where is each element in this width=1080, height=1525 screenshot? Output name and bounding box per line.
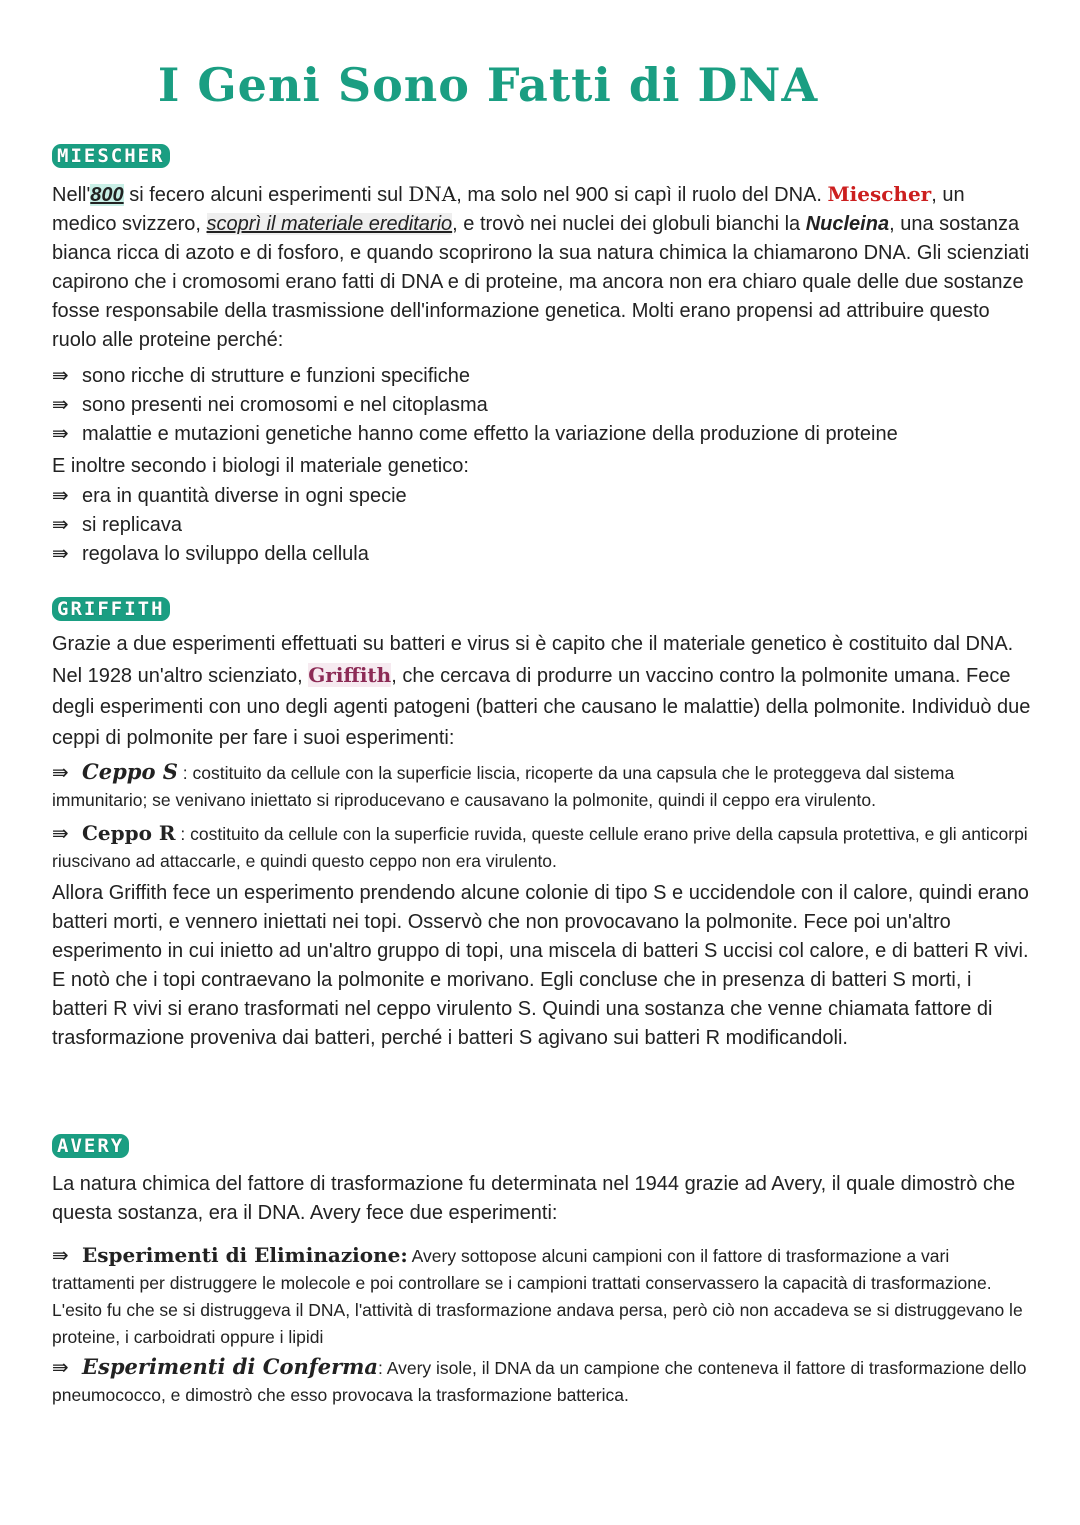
list-item: ⇛ malattie e mutazioni genetiche hanno come effetto la variazione della produzione di proteine bbox=[52, 421, 898, 445]
miescher-paragraph-1: Nell'800 si fecero alcuni esperimenti sul DNA, ma solo nel 900 si capì il ruolo del DNA. Miescher, un medico svizzero, scoprì il materiale ereditario, e trovò nei nuclei dei globuli bianchi la Nucleina, una sostanza bianca ricca di azoto e di fosforo, e quando scoprirono la sua natura chimica la chiamarono DNA. Gli scienziati capirono che i cromosomi erano fatti di DNA e di proteine, ma ancora non era chiaro quale delle due sostanze fosse responsabile della trasmissione dell'informazione genetica. Molti erano propensi ad attribuire questo ruolo alle proteine perché: bbox=[52, 182, 1030, 351]
page-title: I Geni Sono Fatti di DNA bbox=[157, 58, 819, 112]
list-item: ⇛ si replicava bbox=[52, 512, 183, 536]
genetic-material-list bbox=[52, 481, 1032, 568]
list-item: ⇛ era in quantità diverse in ogni specie bbox=[52, 483, 407, 507]
confirmation-item: ⇛ Esperimenti di Conferma: Avery isole, il DNA da un campione che conteneva il fattore di trasformazione dello pneumococco, e dimostrò che esso provocava la trasformazione batterica. bbox=[52, 1354, 1027, 1405]
arrow-icon: ⇛ bbox=[52, 541, 69, 565]
griffith-paragraph-2: Allora Griffith fece un esperimento prendendo alcune colonie di tipo S e uccidendole con il calore, quindi erano batteri morti, e vennero iniettati nei topi. Osservò che non provocavano la polmonite. Fece poi un'altro esperimento in cui inietto ad un'altro gruppo di topi, una miscela di batteri S uccisi col calore, e di batteri R vivi. E notò che i topi contraevano la polmonite e morivano. Egli concluse che in presenza di batteri S morti, i batteri R vivi si erano trasformati nel ceppo virulento S. Quindi una sostanza che venne chiamata fattore di trasformazione proveniva dai batteri, perché i batteri S agivano sui batteri R modificandoli. bbox=[52, 882, 1029, 1049]
griffith-paragraph-1: Grazie a due esperimenti effettuati su batteri e virus si è capito che il materiale genetico è costituito dal DNA. Nel 1928 un'altro scienziato, Griffith, che cercava di produrre un vaccino contro la polmonite umana. Fece degli esperimenti con uno degli agenti patogeni (batteri che causano le malattie) della polmonite. Individuò due ceppi di polmonite per fare i suoi esperimenti: bbox=[52, 633, 1031, 749]
discovery-phrase: scoprì il materiale ereditario bbox=[206, 213, 453, 235]
elimination-term: Esperimenti di Eliminazione: bbox=[82, 1243, 408, 1267]
nucleina-term: Nucleina bbox=[805, 213, 890, 235]
ceppo-r-item: ⇛ Ceppo R : costituito da cellule con la superficie ruvida, queste cellule erano prive della capsula protettiva, e gli anticorpi riuscivano ad attaccarle, e quindi questo ceppo non era virulento. bbox=[52, 821, 1028, 871]
year-highlight: 800 bbox=[90, 184, 124, 206]
dna-term: DNA bbox=[408, 182, 457, 206]
section-avery bbox=[52, 1134, 1032, 1409]
arrow-icon: ⇛ bbox=[52, 483, 69, 507]
arrow-icon: ⇛ bbox=[52, 512, 69, 536]
section-miescher bbox=[52, 144, 1032, 568]
list-item: ⇛ regolava lo sviluppo della cellula bbox=[52, 541, 369, 565]
arrow-icon: ⇛ bbox=[52, 1355, 69, 1379]
section-tag-avery: AVERY bbox=[52, 1134, 129, 1158]
section-griffith bbox=[52, 597, 1032, 1053]
protein-reasons-list bbox=[52, 361, 1032, 448]
arrow-icon: ⇛ bbox=[52, 421, 69, 445]
list-item: ⇛ sono ricche di strutture e funzioni specifiche bbox=[52, 363, 470, 387]
section-tag-griffith: GRIFFITH bbox=[52, 597, 170, 621]
ceppo-s-term: Ceppo S bbox=[82, 759, 178, 784]
list-item: ⇛ sono presenti nei cromosomi e nel citoplasma bbox=[52, 392, 488, 416]
miescher-paragraph-2: E inoltre secondo i biologi il materiale genetico: bbox=[52, 455, 469, 477]
griffith-name: Griffith bbox=[308, 663, 392, 687]
arrow-icon: ⇛ bbox=[52, 760, 69, 784]
confirmation-term: Esperimenti di Conferma bbox=[82, 1354, 378, 1379]
elimination-item: ⇛ Esperimenti di Eliminazione: Avery sottopose alcuni campioni con il fattore di trasformazione a vari trattamenti per distruggere le molecole e poi controllare se i campioni trattati conservassero la capacità di trasformazione. L'esito fu che se si distruggeva il DNA, l'attività di trasformazione andava persa, però ciò non accadeva se si distruggevano le proteine, i carboidrati oppure i lipidi bbox=[52, 1243, 1023, 1347]
arrow-icon: ⇛ bbox=[52, 1243, 69, 1267]
miescher-name: Miescher bbox=[827, 182, 932, 206]
section-tag-miescher: MIESCHER bbox=[52, 144, 170, 168]
avery-paragraph-1: La natura chimica del fattore di trasformazione fu determinata nel 1944 grazie ad Avery, il quale dimostrò che questa sostanza, era il DNA. Avery fece due esperimenti: bbox=[52, 1173, 1016, 1224]
ceppo-r-term: Ceppo R bbox=[82, 821, 176, 845]
arrow-icon: ⇛ bbox=[52, 821, 69, 845]
ceppo-s-item: ⇛ Ceppo S : costituito da cellule con la superficie liscia, ricoperte da una capsula che le proteggeva dal sistema immunitario; se venivano iniettato si riproducevano e causavano la polmonite, quindi il ceppo era virulento. bbox=[52, 759, 955, 810]
arrow-icon: ⇛ bbox=[52, 392, 69, 416]
arrow-icon: ⇛ bbox=[52, 363, 69, 387]
